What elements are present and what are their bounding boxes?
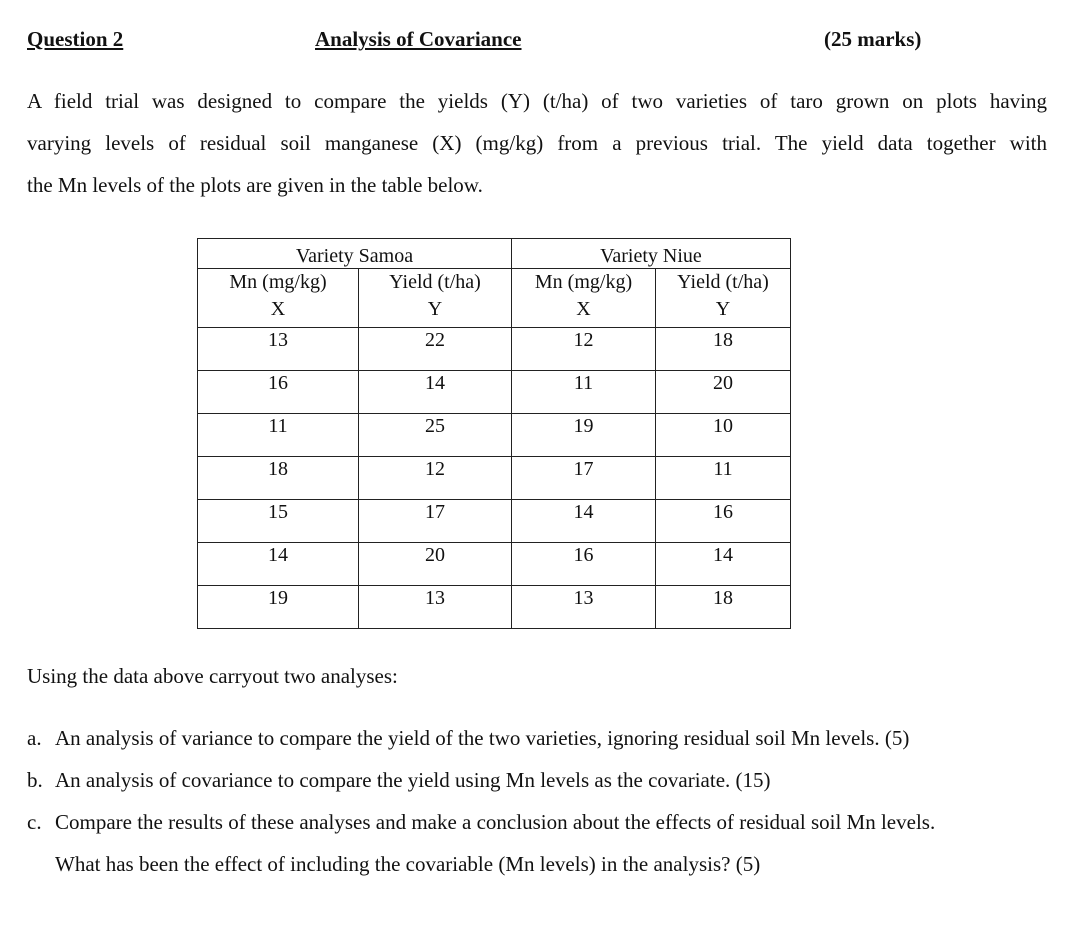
- question-label: Question 2: [27, 27, 124, 51]
- table-row: [198, 371, 791, 414]
- table-cell: 19: [512, 414, 656, 457]
- column-header: Yield (t/ha) Y: [359, 269, 512, 328]
- task-text: An analysis of covariance to compare the yield using Mn levels as the covariate. (15): [55, 768, 771, 792]
- table-cell: 18: [198, 457, 359, 500]
- table-cell: 20: [656, 371, 791, 414]
- table-cell: 17: [359, 500, 512, 543]
- instructions-text: Using the data above carryout two analyses:: [27, 664, 398, 688]
- table-cell: 10: [656, 414, 791, 457]
- column-header: Yield (t/ha) Y: [656, 269, 791, 328]
- table-group-header-row: [198, 239, 791, 269]
- table-row: [198, 457, 791, 500]
- yield-data-table: [197, 238, 791, 629]
- table-cell: 13: [359, 586, 512, 629]
- table-cell: 22: [359, 328, 512, 371]
- task-item-a: [27, 717, 1057, 759]
- table-cell: 14: [198, 543, 359, 586]
- table-row: [198, 414, 791, 457]
- task-list: [27, 717, 1057, 885]
- table-cell: 14: [359, 371, 512, 414]
- task-text: Compare the results of these analyses and make a conclusion about the effects of residual soil Mn levels.: [55, 810, 936, 834]
- table-cell: 18: [656, 586, 791, 629]
- table-cell: 13: [198, 328, 359, 371]
- task-item-b: [27, 759, 1057, 801]
- table-cell: 12: [512, 328, 656, 371]
- table-row: [198, 586, 791, 629]
- table-cell: 14: [512, 500, 656, 543]
- task-text: What has been the effect of including the covariable (Mn levels) in the analysis? (5): [55, 852, 761, 876]
- table-cell: 16: [198, 371, 359, 414]
- table-cell: 15: [198, 500, 359, 543]
- table-row: [198, 543, 791, 586]
- intro-paragraph: [27, 80, 1047, 206]
- table-cell: 16: [512, 543, 656, 586]
- table-cell: 19: [198, 586, 359, 629]
- intro-line-3: the Mn levels of the plots are given in the table below.: [27, 173, 483, 197]
- table-cell: 11: [198, 414, 359, 457]
- group-header-samoa: Variety Samoa: [198, 239, 512, 269]
- intro-line-2: varying levels of residual soil manganese (X) (mg/kg) from a previous trial. The yield data together with: [27, 131, 1047, 155]
- table-cell: 12: [359, 457, 512, 500]
- table-column-header-row: [198, 269, 791, 328]
- column-header: Mn (mg/kg) X: [198, 269, 359, 328]
- table-cell: 11: [512, 371, 656, 414]
- table-cell: 18: [656, 328, 791, 371]
- group-header-niue: Variety Niue: [512, 239, 791, 269]
- task-item-c: [27, 801, 1057, 843]
- table-cell: 11: [656, 457, 791, 500]
- question-marks: (25 marks): [824, 27, 922, 51]
- question-title: Analysis of Covariance: [315, 27, 522, 51]
- table-cell: 16: [656, 500, 791, 543]
- table-cell: 14: [656, 543, 791, 586]
- task-marker: c.: [27, 810, 42, 834]
- task-text: An analysis of variance to compare the yield of the two varieties, ignoring residual soil Mn levels. (5): [55, 726, 910, 750]
- intro-line-1: A field trial was designed to compare the yields (Y) (t/ha) of two varieties of taro grown on plots having: [27, 89, 1047, 113]
- column-header: Mn (mg/kg) X: [512, 269, 656, 328]
- table-row: [198, 500, 791, 543]
- table-cell: 20: [359, 543, 512, 586]
- table-row: [198, 328, 791, 371]
- task-marker: b.: [27, 768, 43, 792]
- table-cell: 13: [512, 586, 656, 629]
- task-item-c-continued: [27, 843, 1057, 885]
- task-marker: a.: [27, 726, 42, 750]
- table-cell: 25: [359, 414, 512, 457]
- table-cell: 17: [512, 457, 656, 500]
